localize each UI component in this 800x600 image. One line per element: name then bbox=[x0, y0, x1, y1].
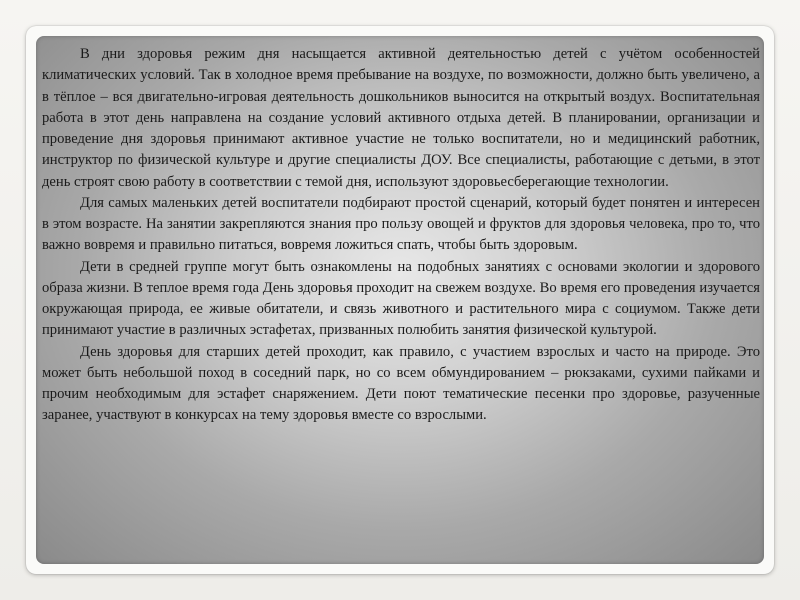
paragraph-middle-group: Дети в средней группе могут быть ознакомлены на подобных занятиях с основами экологии и здорового образа жизни. В теплое время года День здоровья проходит на свежем воздухе. Во время его проведения изучается окружающая природа, ее живые обитатели, и связь животного и растительного мира с социумом. Также дети принимают участие в различных эстафетах, призванных полюбить занятия физической культурой. bbox=[42, 258, 760, 339]
paragraph-older-children: День здоровья для старших детей проходит, как правило, с участием взрослых и часто на природе. Это может быть небольшой поход в соседний парк, но со всем обмундированием – рюкзаками, сухими пайками и прочим необходимым для эстафет снаряжением. Дети поют тематические песенки про здоровье, разученные заранее, участвуют в конкурсах на тему здоровья вместе со взрослыми. bbox=[42, 343, 760, 424]
text-block bbox=[42, 44, 760, 427]
paragraph-youngest-children: Для самых маленьких детей воспитатели подбирают простой сценарий, который будет понятен и интересен в этом возрасте. На занятии закрепляются знания про пользу овощей и фруктов для здоровья человека, про то, что важно вовремя и правильно питаться, вовремя ложиться спать, чтобы быть здоровым. bbox=[42, 194, 760, 254]
paragraph-health-days-regime: В дни здоровья режим дня насыщается активной деятельностью детей с учётом особенностей климатических условий. Так в холодное время пребывание на воздухе, по возможности, должно быть увеличено, а в тёплое – вся двигательно-игровая деятельность дошкольников выносится на открытый воздух. Воспитательная работа в этот день направлена на создание условий активного отдыха детей. В планировании, организации и проведение дня здоровья принимают активное участие не только воспитатели, но и медицинский работник, инструктор по физической культуре и другие специалисты ДОУ. Все специалисты, работающие с детьми, в этот день строят свою работу в соответствии с темой дня, используют здоровьесберегающие технологии. bbox=[42, 46, 760, 190]
